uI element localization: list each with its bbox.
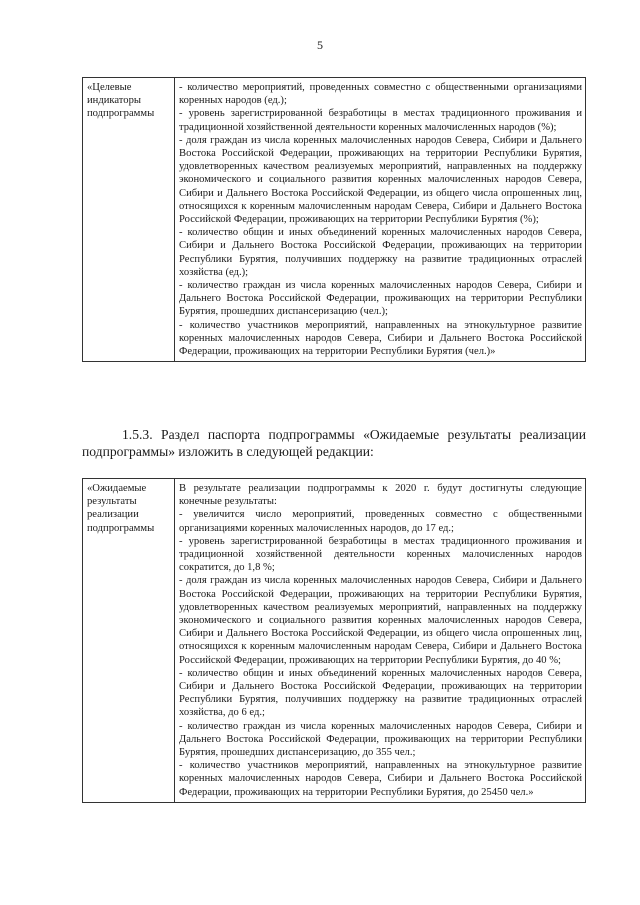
indicator-item: - количество граждан из числа коренных малочисленных народов Севера, Сибири и Дальнего Востока Российской Федерации, проживающих на территории Республики Бурятия, прошедших диспансеризацию (чел.); (179, 280, 582, 318)
result-item: - количество участников мероприятий, направленных на этнокультурное развитие коренных малочисленных народов Севера, Сибири и Дальнего Востока Российской Федерации, проживающих на территории Республики Бурятия, до 25450 чел.» (179, 760, 582, 798)
target-indicators-label: «Целевые индикаторы подпрограммы (83, 78, 175, 362)
result-item: В результате реализации подпрограммы к 2020 г. будут достигнуты следующие конечные результаты: (179, 483, 582, 508)
expected-results-table (82, 478, 586, 803)
target-indicators-table (82, 77, 586, 362)
expected-results-label: «Ожидаемые результаты реализации подпрограммы (83, 479, 175, 803)
indicator-item: - уровень зарегистрированной безработицы в местах традиционного проживания и традиционной хозяйственной деятельности коренных малочисленных народов (%); (179, 108, 582, 133)
page-number: 5 (317, 38, 323, 52)
amendment-instruction: 1.5.3. Раздел паспорта подпрограммы «Ожидаемые результаты реализации подпрограммы» изложить в следующей редакции: (82, 427, 586, 459)
result-item: - уровень зарегистрированной безработицы в местах традиционного проживания и традиционной хозяйственной деятельности коренных малочисленных народов сократится, до 1,8 %; (179, 535, 582, 574)
result-item: - количество общин и иных объединений коренных малочисленных народов Севера, Сибири и Дальнего Востока Российской Федерации, проживающих на территории Республики Бурятия, получивших поддержку на развитие традиционных отраслей хозяйства, до 6 ед.; (179, 667, 582, 719)
result-item: - количество граждан из числа коренных малочисленных народов Севера, Сибири и Дальнего Востока Российской Федерации, проживающих на территории Республики Бурятия, прошедших диспансеризацию, до 355 чел.; (179, 720, 582, 759)
indicator-item: - доля граждан из числа коренных малочисленных народов Севера, Сибири и Дальнего Востока Российской Федерации, проживающих на территории Республики Бурятия, удовлетворенных качеством реализуемых мероприятий, направленных на поддержку экономического и социального развития коренных малочисленных народов Севера, Сибири и Дальнего Востока Российской Федерации, из общего числа опрошенных лиц, относящихся к коренным малочисленным народам Севера, Сибири и Дальнего Востока Российской Федерации, проживающих на территории Республики Бурятия (%); (179, 134, 582, 226)
indicator-item: - количество общин и иных объединений коренных малочисленных народов Севера, Сибири и Дальнего Востока Российской Федерации, проживающих на территории Республики Бурятия, получивших поддержку на развитие традиционных отраслей хозяйства (ед.); (179, 227, 582, 278)
indicator-item: - количество мероприятий, проведенных совместно с общественными организациями коренных народов (ед.); (179, 82, 582, 107)
result-item: - доля граждан из числа коренных малочисленных народов Севера, Сибири и Дальнего Востока Российской Федерации, проживающих на территории Республики Бурятия, удовлетворенных качеством реализуемых мероприятий, направленных на поддержку экономического и социального развития коренных малочисленных народов Севера, Сибири и Дальнего Востока Российской Федерации, из общего числа опрошенных лиц, относящихся к коренным малочисленным народам Севера, Сибири и Дальнего Востока Российской Федерации, проживающих на территории Республики Бурятия, до 40 %; (179, 575, 582, 666)
table-row (83, 78, 586, 362)
target-indicators-content (175, 78, 586, 362)
expected-results-content (175, 479, 586, 803)
indicator-item: - количество участников мероприятий, направленных на этнокультурное развитие коренных малочисленных народов Севера, Сибири и Дальнего Востока Российской Федерации, проживающих на территории Республики Бурятия (чел.)» (179, 319, 582, 358)
table-row (83, 479, 586, 803)
result-item: - увеличится число мероприятий, проведенных совместно с общественными организациями коренных малочисленных народов, до 17 ед.; (179, 509, 582, 534)
